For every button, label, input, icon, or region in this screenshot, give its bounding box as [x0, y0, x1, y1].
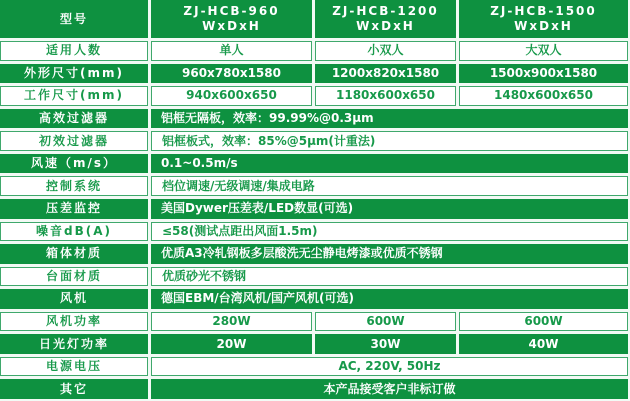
row-label: 噪音dB(A) — [0, 222, 148, 242]
row-label: 其它 — [0, 379, 148, 399]
row-label: 台面材质 — [0, 267, 148, 287]
row-value-merged: 铝框板式，效率：85%@5μm(计重法) — [151, 131, 628, 151]
row-value-merged: 优质砂光不锈钢 — [151, 267, 628, 287]
model-name: ZJ-HCB-1500 — [490, 4, 597, 18]
row-value: 30W — [315, 334, 456, 354]
row-value-merged: 0.1~0.5m/s — [151, 154, 628, 174]
row-value-merged: 优质A3冷轧钢板多层酸洗无尘静电烤漆或优质不锈钢 — [151, 244, 628, 264]
row-value: 单人 — [151, 41, 312, 61]
header-model-label: 型号 — [0, 0, 148, 38]
model-dimension-caption: WxDxH — [356, 19, 415, 33]
row-label: 风机 — [0, 289, 148, 309]
row-value: 600W — [315, 312, 456, 332]
row-value-merged: 铝框无隔板，效率：99.99%@0.3μm — [151, 109, 628, 129]
model-header-cell — [151, 0, 312, 38]
row-value-merged: 德国EBM/台湾风机/国产风机(可选) — [151, 289, 628, 309]
model-name: ZJ-HCB-960 — [183, 4, 280, 18]
model-name: ZJ-HCB-1200 — [332, 4, 439, 18]
row-label: 日光灯功率 — [0, 334, 148, 354]
row-value-merged: 档位调速/无级调速/集成电路 — [151, 176, 628, 196]
row-label: 适用人数 — [0, 41, 148, 61]
row-value: 940x600x650 — [151, 86, 312, 106]
model-header-cell — [315, 0, 456, 38]
row-value-merged: 美国Dywer压差表/LED数显(可选) — [151, 199, 628, 219]
row-value: 280W — [151, 312, 312, 332]
row-label: 箱体材质 — [0, 244, 148, 264]
row-label: 外形尺寸(mm) — [0, 64, 148, 84]
row-label: 风速（m/s） — [0, 154, 148, 174]
row-value: 40W — [459, 334, 628, 354]
row-value: 1180x600x650 — [315, 86, 456, 106]
row-label: 工作尺寸(mm) — [0, 86, 148, 106]
row-value: 1200x820x1580 — [315, 64, 456, 84]
row-value: 600W — [459, 312, 628, 332]
row-value-merged: AC, 220V, 50Hz — [151, 357, 628, 377]
row-value: 1500x900x1580 — [459, 64, 628, 84]
row-value-merged: ≤58(测试点距出风面1.5m) — [151, 222, 628, 242]
row-value: 1480x600x650 — [459, 86, 628, 106]
model-header-cell — [459, 0, 628, 38]
row-value: 20W — [151, 334, 312, 354]
row-value: 大双人 — [459, 41, 628, 61]
row-value: 960x780x1580 — [151, 64, 312, 84]
row-label: 电源电压 — [0, 357, 148, 377]
model-dimension-caption: WxDxH — [202, 19, 261, 33]
row-label: 压差监控 — [0, 199, 148, 219]
row-value: 小双人 — [315, 41, 456, 61]
row-label: 控制系统 — [0, 176, 148, 196]
row-value-merged: 本产品接受客户非标订做 — [151, 379, 628, 399]
row-label: 高效过滤器 — [0, 109, 148, 129]
model-dimension-caption: WxDxH — [514, 19, 573, 33]
row-label: 风机功率 — [0, 312, 148, 332]
row-label: 初效过滤器 — [0, 131, 148, 151]
